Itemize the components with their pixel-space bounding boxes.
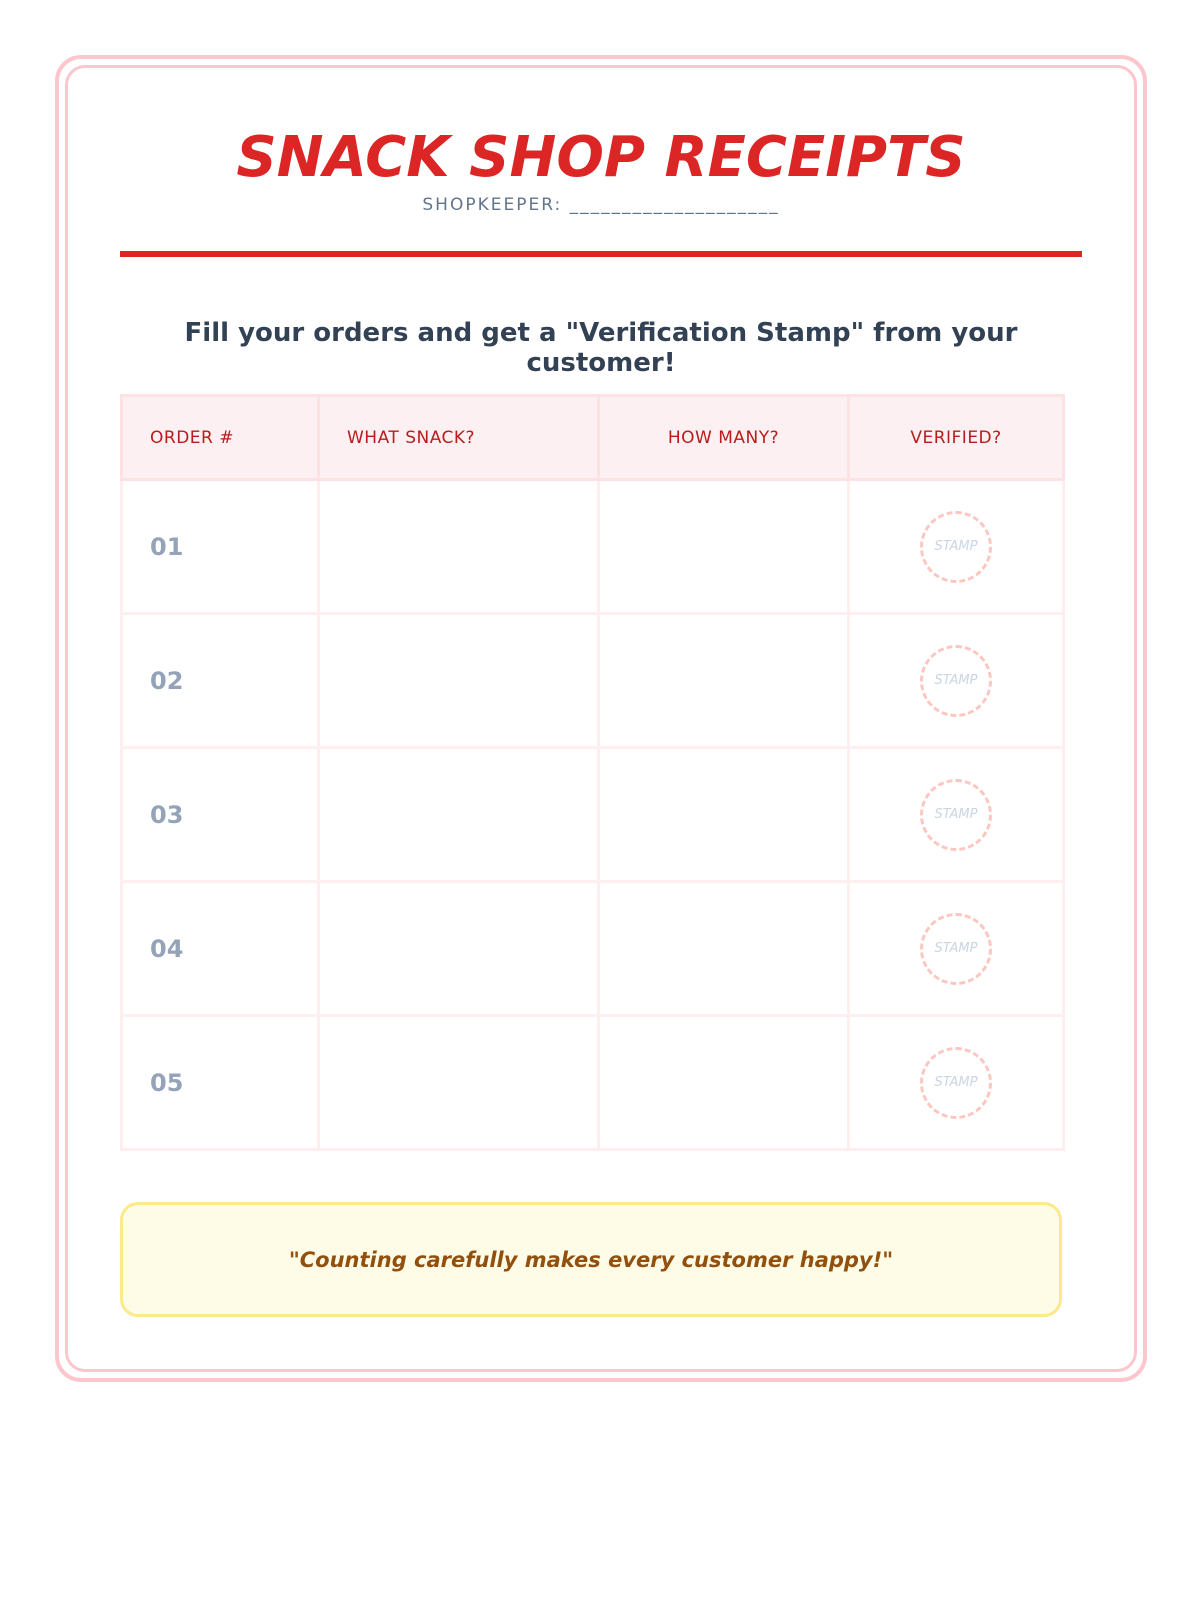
quantity-cell[interactable] [599, 614, 849, 748]
quantity-cell[interactable] [599, 882, 849, 1016]
title-divider [120, 251, 1082, 257]
quantity-cell[interactable] [599, 1016, 849, 1150]
table-row [122, 1016, 1064, 1150]
verified-cell [849, 480, 1064, 614]
snack-cell[interactable] [319, 614, 599, 748]
order-number: 02 [122, 614, 319, 748]
table-row [122, 614, 1064, 748]
stamp-circle[interactable]: STAMP [920, 913, 992, 985]
instructions-text: Fill your orders and get a "Verification Stamp" from your customer! [184, 318, 1018, 378]
quantity-cell[interactable] [599, 748, 849, 882]
receipt-sheet [55, 55, 1147, 1382]
stamp-circle[interactable]: STAMP [920, 645, 992, 717]
snack-cell[interactable] [319, 882, 599, 1016]
snack-cell[interactable] [319, 480, 599, 614]
receipt-sheet-inner-border [65, 65, 1137, 1372]
snack-cell[interactable] [319, 1016, 599, 1150]
order-number: 05 [122, 1016, 319, 1150]
order-number: 01 [122, 480, 319, 614]
verified-cell [849, 748, 1064, 882]
verified-cell [849, 882, 1064, 1016]
table-row [122, 882, 1064, 1016]
quantity-cell[interactable] [599, 480, 849, 614]
table-row [122, 480, 1064, 614]
stamp-circle[interactable]: STAMP [920, 779, 992, 851]
verified-cell [849, 1016, 1064, 1150]
column-header-verified: VERIFIED? [849, 396, 1064, 480]
quote-box [120, 1202, 1062, 1317]
page-title: SNACK SHOP RECEIPTS [236, 125, 966, 190]
verified-cell [849, 614, 1064, 748]
quote-text: "Counting carefully makes every customer happy!" [288, 1247, 894, 1272]
snack-cell[interactable] [319, 748, 599, 882]
shopkeeper-field[interactable]: SHOPKEEPER: ____________________ [422, 195, 780, 215]
order-number: 04 [122, 882, 319, 1016]
column-header-snack: WHAT SNACK? [319, 396, 599, 480]
order-number: 03 [122, 748, 319, 882]
stamp-circle[interactable]: STAMP [920, 511, 992, 583]
table-header-row [122, 396, 1064, 480]
orders-table [120, 394, 1065, 1151]
column-header-quantity: HOW MANY? [599, 396, 849, 480]
table-row [122, 748, 1064, 882]
stamp-circle[interactable]: STAMP [920, 1047, 992, 1119]
column-header-order: ORDER # [122, 396, 319, 480]
